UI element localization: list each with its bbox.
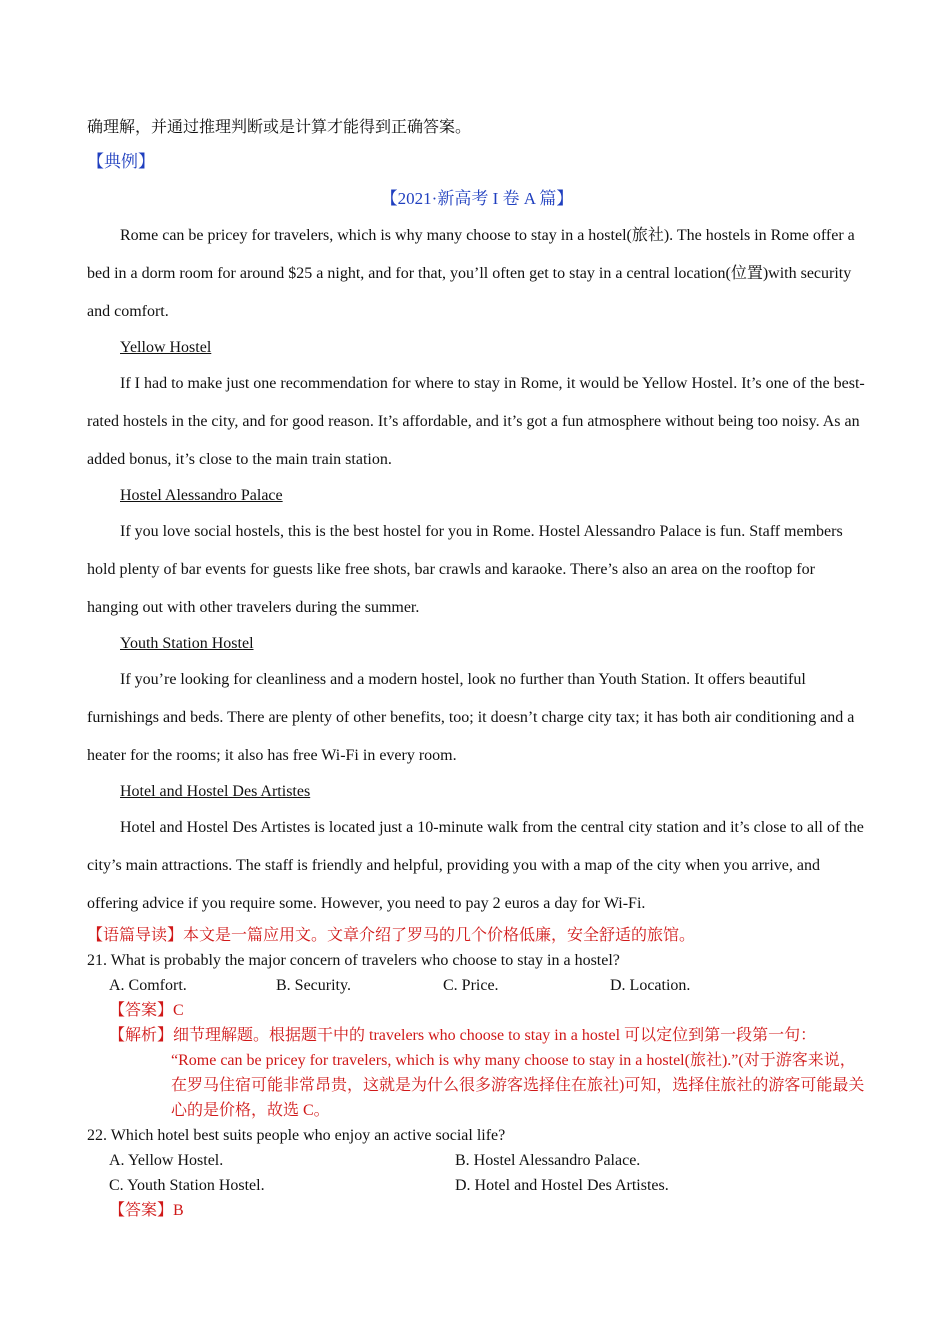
intro-continuation: 确理解，并通过推理判断或是计算才能得到正确答案。 — [87, 119, 472, 136]
section-text-des-artistes: Hotel and Hostel Des Artistes is located just a 10-minute walk from the central city station and it’s close to all of the city’s main attractions. The staff is friendly and helpful, providing you with a map of the city when you arrive, and offering advice if you require some. However, you need to pay 2 euros a day for Wi-Fi. — [87, 819, 864, 912]
section-text-youth-station: If you’re looking for cleanliness and a modern hostel, look no further than Youth Station. It offers beautiful furnishings and beds. There are plenty of other benefits, too; it doesn’t charge city tax; it has both air conditioning and a heater for the rooms; it also has free Wi-Fi in every room. — [87, 671, 855, 764]
question-21-option-b: B. Security. — [276, 977, 351, 994]
question-22-answer — [87, 1198, 867, 1223]
question-21-options — [87, 973, 867, 998]
question-21-stem: 21. What is probably the major concern of travelers who choose to stay in a hostel? — [87, 952, 620, 969]
answer-value: C — [173, 1002, 184, 1019]
passage-paragraph-1: Rome can be pricey for travelers, which is why many choose to stay in a hostel(旅社). The hostels in Rome offer a bed in a dorm room for around $25 a night, and for that, you’ll often get to stay in a central location(位置)with security and comfort. — [87, 227, 855, 320]
question-22-option-c: C. Youth Station Hostel. — [109, 1177, 265, 1194]
question-21-option-c: C. Price. — [443, 977, 499, 994]
question-22-option-b: B. Hostel Alessandro Palace. — [455, 1152, 641, 1169]
analysis-label: 【解析】 — [109, 1027, 174, 1044]
question-21-option-d: D. Location. — [610, 977, 691, 994]
answer-label: 【答案】 — [109, 1002, 174, 1019]
section-heading-youth-station: Youth Station Hostel — [120, 635, 254, 652]
section-text-alessandro-palace: If you love social hostels, this is the best hostel for you in Rome. Hostel Alessandro Palace is fun. Staff members hold plenty of bar events for guests like free shots, bar crawls and karaoke. There’s also an area on the rooftop for hanging out with other travelers during the summer. — [87, 523, 843, 616]
example-label: 【典例】 — [87, 152, 155, 171]
question-21-option-a: A. Comfort. — [109, 977, 187, 994]
question-22-stem: 22. Which hotel best suits people who enjoy an active social life? — [87, 1127, 506, 1144]
section-heading-alessandro-palace: Hostel Alessandro Palace — [120, 487, 283, 504]
document-page — [87, 113, 867, 1223]
question-22-options-row-1 — [87, 1148, 867, 1173]
section-text-yellow-hostel: If I had to make just one recommendation for where to stay in Rome, it would be Yellow Hostel. It’s one of the best-rated hostels in the city, and for good reason. It’s affordable, and it’s got a fun atmosphere without being too noisy. As an added bonus, it’s close to the main train station. — [87, 375, 865, 468]
question-22-option-d: D. Hotel and Hostel Des Artistes. — [455, 1177, 669, 1194]
section-heading-des-artistes: Hotel and Hostel Des Artistes — [120, 783, 311, 800]
analysis-first-line: 【解析】细节理解题。根据题干中的 travelers who choose to stay in a hostel 可以定位到第一段第一句： — [109, 1027, 817, 1044]
question-22-option-a: A. Yellow Hostel. — [109, 1152, 224, 1169]
section-heading-yellow-hostel: Yellow Hostel — [120, 339, 212, 356]
question-22-options-row-2 — [87, 1173, 867, 1198]
answer-label: 【答案】 — [109, 1202, 174, 1219]
answer-value: B — [173, 1202, 184, 1219]
reading-guide: 【语篇导读】本文是一篇应用文。文章介绍了罗马的几个价格低廉，安全舒适的旅馆。 — [87, 927, 696, 944]
question-21-analysis — [87, 1023, 867, 1123]
question-21-answer — [87, 998, 867, 1023]
source-title: 【2021·新高考 I 卷 A 篇】 — [380, 189, 574, 208]
analysis-continuation: “Rome can be pricey for travelers, which is why many choose to stay in a hostel(旅社).”(对于游客来说，在罗马住宿可能非常昂贵，这就是为什么很多游客选择住在旅社)可知，选择住旅社的游客可能最关心的是价格，故选 C。 — [171, 1052, 865, 1119]
